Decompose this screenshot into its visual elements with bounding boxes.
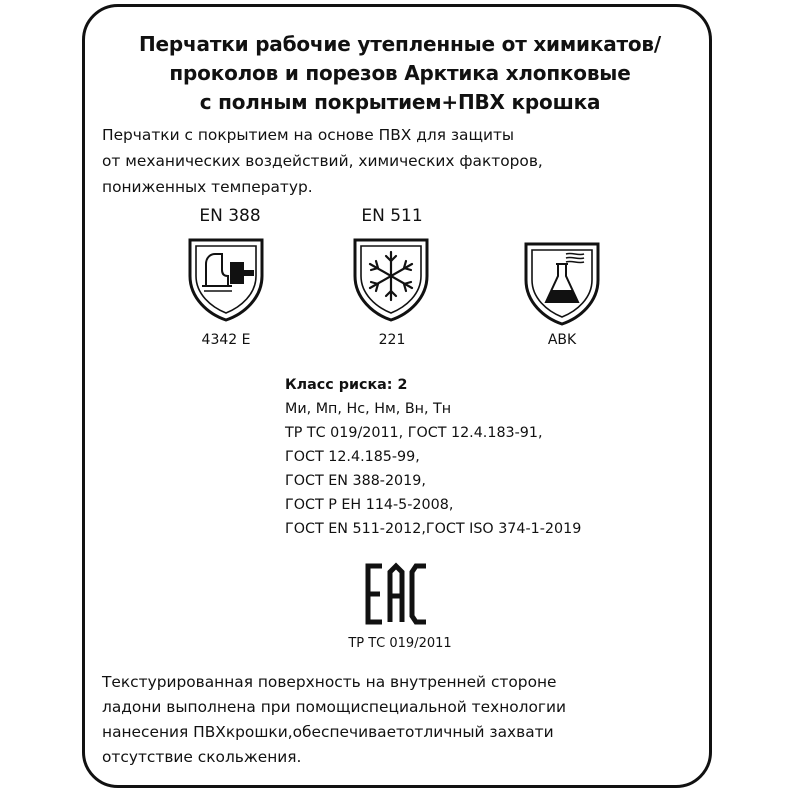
- rating-code-en388: 4342 E: [201, 332, 251, 348]
- cold-snowflake-icon: [351, 236, 431, 322]
- mechanical-hazard-icon: [186, 236, 266, 322]
- surface-description: [102, 670, 566, 770]
- bottom-line: ладони выполнена при помощиспециальной технологии: [102, 698, 567, 716]
- standard-label-en511: EN 511: [361, 206, 423, 226]
- eac-caption: ТР ТС 019/2011: [348, 636, 452, 651]
- description-line: от механических воздействий, химических факторов,: [102, 152, 543, 170]
- bottom-line: отсутствие скольжения.: [102, 748, 302, 766]
- title-line: проколов и порезов Арктика хлопковые: [169, 61, 631, 85]
- bottom-line: Текстурированная поверхность на внутренней стороне: [102, 673, 557, 691]
- rating-code-en511: 221: [378, 332, 406, 348]
- title-line: с полным покрытием+ПВХ крошка: [199, 90, 601, 114]
- info-line: ГОСТ EN 388-2019,: [285, 473, 426, 489]
- standard-label-en388: EN 388: [199, 206, 261, 226]
- info-line: ГОСТ 12.4.185-99,: [285, 449, 420, 465]
- info-line: ГОСТ Р ЕН 114-5-2008,: [285, 497, 454, 513]
- info-line: ГОСТ EN 511-2012,ГОСТ ISO 374-1-2019: [285, 521, 582, 537]
- chemical-flask-icon: [522, 240, 602, 326]
- product-description: [102, 122, 543, 200]
- title-line: Перчатки рабочие утепленные от химикатов/: [139, 32, 661, 56]
- info-line: ТР ТС 019/2011, ГОСТ 12.4.183-91,: [285, 425, 543, 441]
- info-line: Ми, Мп, Нс, Нм, Вн, Тн: [285, 401, 452, 417]
- risk-class: Класс риска: 2: [285, 377, 408, 393]
- product-title: [0, 30, 800, 117]
- eac-logo-icon: [360, 562, 440, 626]
- rating-code-chemical: ABK: [547, 332, 577, 348]
- certification-info: [285, 373, 581, 541]
- bottom-line: нанесения ПВХкрошки,обеспечиваетотличный захвати: [102, 723, 554, 741]
- description-line: пониженных температур.: [102, 178, 313, 196]
- description-line: Перчатки с покрытием на основе ПВХ для защиты: [102, 126, 515, 144]
